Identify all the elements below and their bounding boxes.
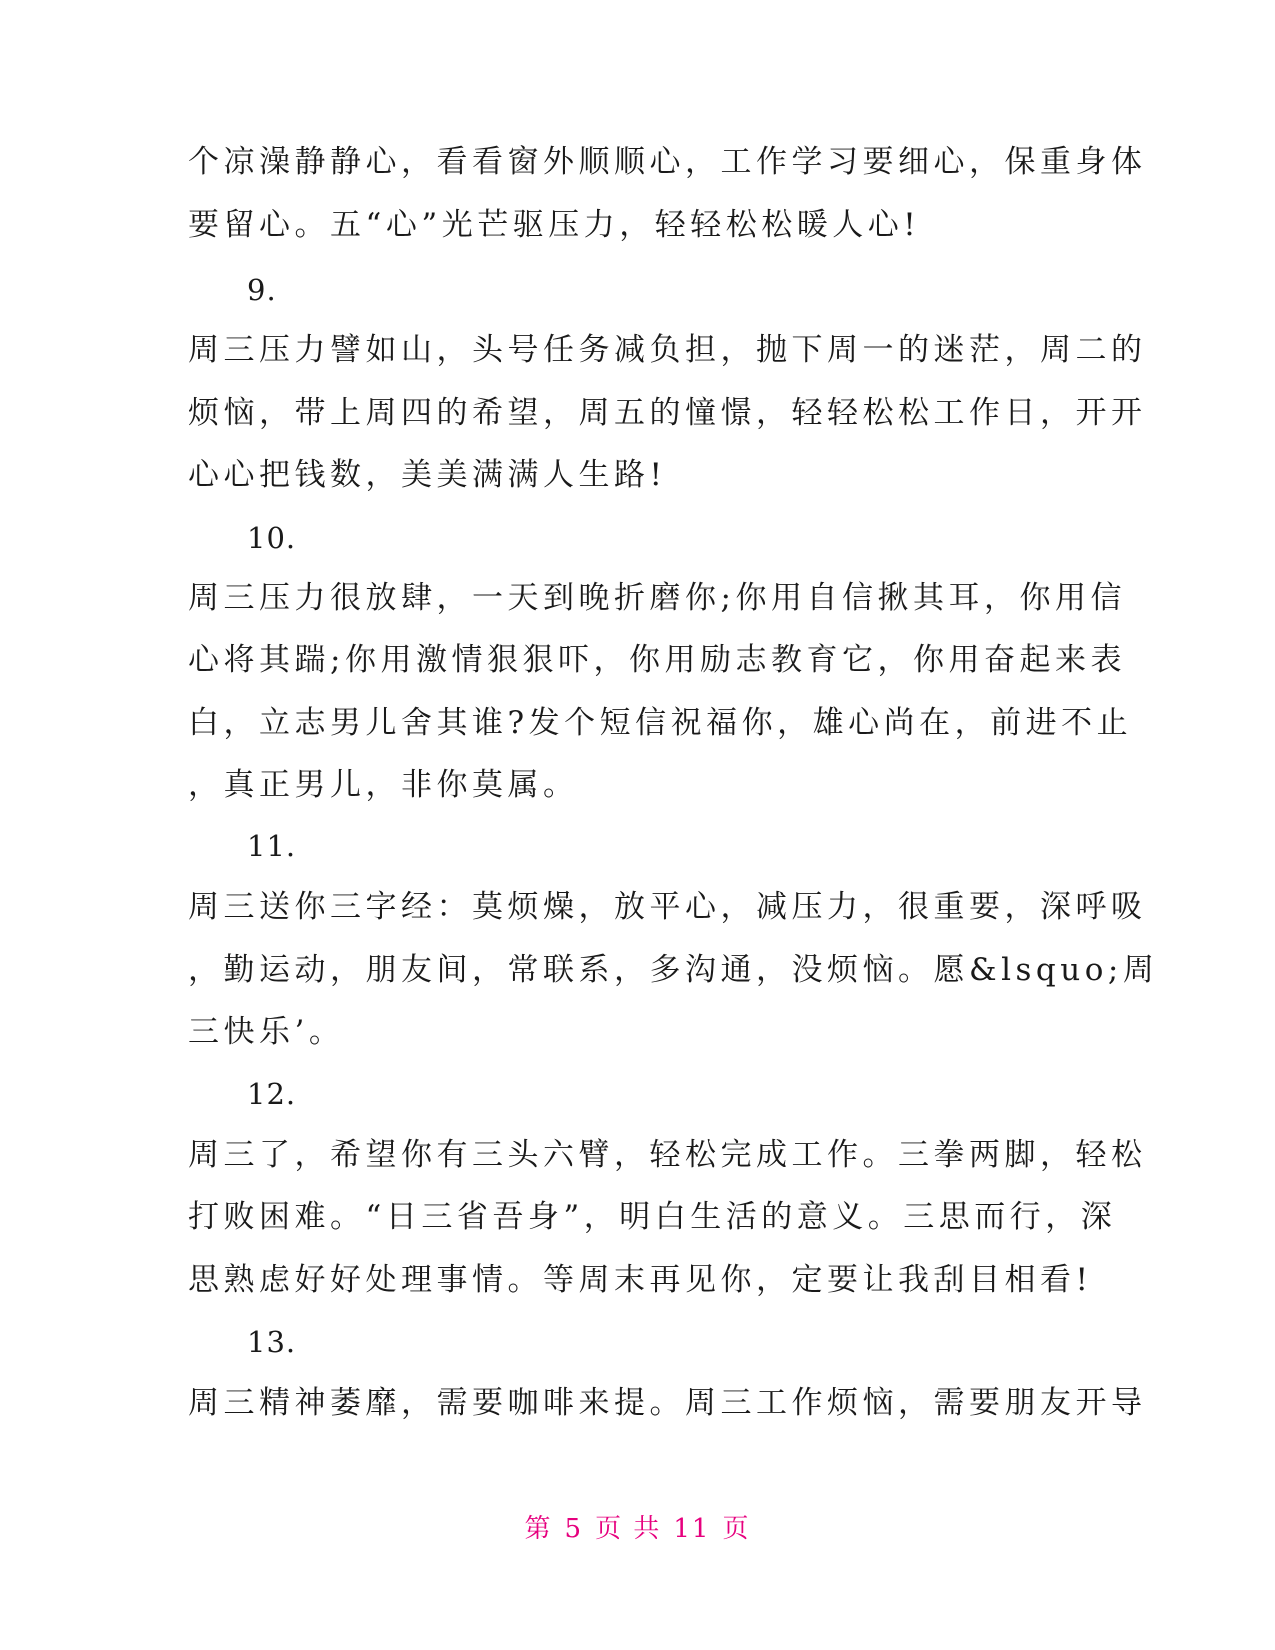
total-page-count: 11 <box>673 1514 711 1544</box>
text-line: 周三送你三字经：莫烦燥，放平心，减压力，很重要，深呼吸 <box>188 889 1147 925</box>
item-number: 13. <box>247 1325 297 1359</box>
footer-suffix: 页 <box>722 1514 751 1544</box>
text-line: 周三精神萎靡，需要咖啡来提。周三工作烦恼，需要朋友开导 <box>188 1385 1147 1421</box>
text-line: 心心把钱数，美美满满人生路! <box>188 457 667 493</box>
text-line: 心将其踹;你用激情狠狠吓，你用励志教育它，你用奋起来表 <box>188 642 1126 678</box>
text-line: 周三压力很放肆，一天到晚折磨你;你用自信揪其耳，你用信 <box>188 580 1126 616</box>
text-line: 打败困难。“日三省吾身”，明白生活的意义。三思而行，深 <box>188 1199 1117 1235</box>
text-line: 周三压力譬如山，头号任务减负担，抛下周一的迷茫，周二的 <box>188 332 1147 368</box>
text-line: 个凉澡静静心，看看窗外顺顺心，工作学习要细心，保重身体 <box>188 144 1147 180</box>
footer-prefix: 第 <box>524 1514 553 1544</box>
item-number: 10. <box>247 521 297 555</box>
item-number: 11. <box>247 829 297 863</box>
text-line: ，勤运动，朋友间，常联系，多沟通，没烦恼。愿&lsquo;周 <box>188 952 1159 988</box>
item-number: 12. <box>247 1077 297 1111</box>
text-line: 烦恼，带上周四的希望，周五的憧憬，轻轻松松工作日，开开 <box>188 395 1147 431</box>
current-page-number: 5 <box>564 1514 584 1544</box>
text-line: 白，立志男儿舍其谁?发个短信祝福你，雄心尚在，前进不止 <box>188 705 1133 741</box>
text-line: ，真正男儿，非你莫属。 <box>188 767 579 803</box>
footer-middle: 页 共 <box>595 1514 662 1544</box>
item-number: 9. <box>247 273 277 307</box>
page-footer <box>0 1512 1275 1546</box>
text-line: 思熟虑好好处理事情。等周末再见你，定要让我刮目相看! <box>188 1262 1093 1298</box>
text-line: 周三了，希望你有三头六臂，轻松完成工作。三拳两脚，轻松 <box>188 1137 1147 1173</box>
text-line: 要留心。五“心”光芒驱压力，轻轻松松暖人心! <box>188 207 921 243</box>
text-line: 三快乐’。 <box>188 1014 345 1050</box>
